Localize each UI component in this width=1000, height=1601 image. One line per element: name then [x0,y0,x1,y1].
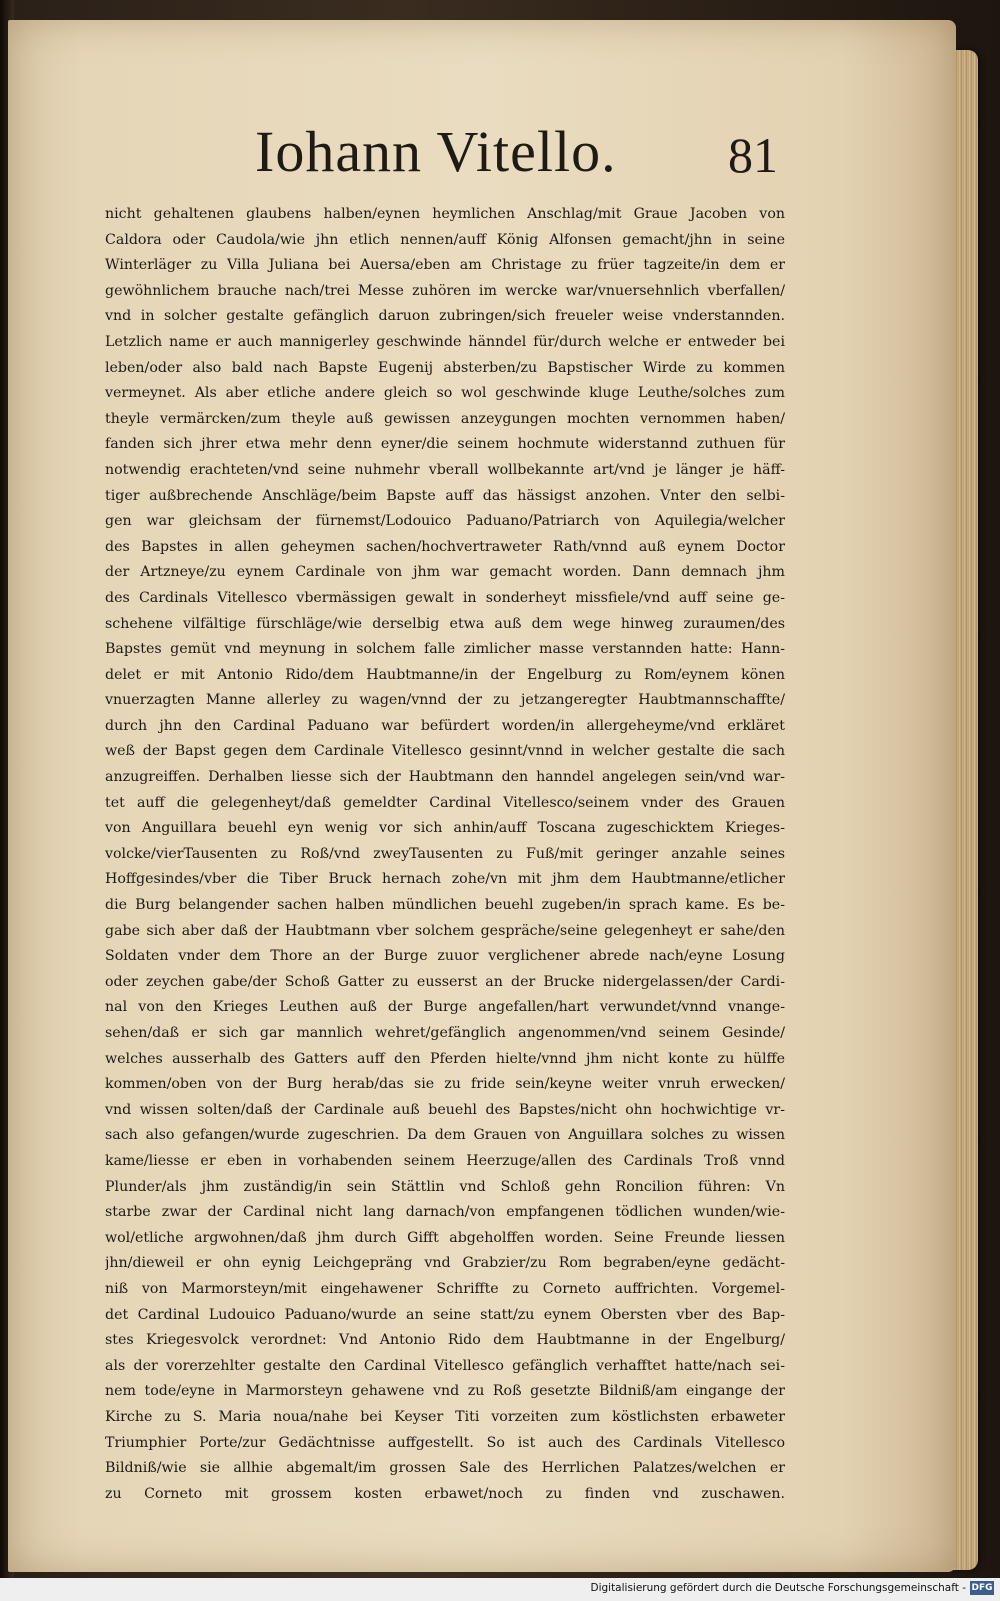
text-line: Bildniß/wie sie allhie abgemalt/im grossen Sale des Herrlichen Palatzes/welchen er [105,1460,785,1477]
text-line: Kirche zu S. Maria noua/nahe bei Keyser Titi vorzeiten zum köstlichsten erbaweter [105,1408,785,1425]
text-line: stes Kriegesvolck verordnet: Vnd Antonio Rido dem Haubtmanne in der Engelburg/ [105,1332,785,1349]
footer-credit: Digitalisierung gefördert durch die Deutsche Forschungsgemeinschaft - [590,1582,966,1594]
text-line: jhn/dieweil er ohn eynig Leichgepräng vnd Grabzier/zu Rom begraben/eyne gedächt- [105,1255,785,1272]
text-line: det Cardinal Ludouico Paduano/wurde an seine statt/zu eynem Obersten vber des Bap- [105,1306,785,1323]
text-line: nal von den Krieges Leuthen auß der Burge angefallen/hart verwundet/vnnd vnange- [105,999,785,1016]
text-line: wol/etliche argwohnen/daß jhm durch Gifft abgeholffen worden. Seine Freunde liessen [105,1229,785,1246]
running-head-title: Iohann Vitello. [255,119,617,184]
text-line: fanden sich jhrer etwa mehr denn eyner/die seinem hochmute widerstannd zuthuen für [105,436,785,453]
text-line: Plunder/als jhm zuständig/in sein Stättlin vnd Schloß gehn Roncilion führen: Vn [105,1178,785,1195]
text-line: durch jhn den Cardinal Paduano war befürdert worden/in allergeheyme/vnd erkläret [105,717,785,734]
text-line: notwendig erachteten/vnd seine nuhmehr vberall wollbekannte art/vnd je länger je häff- [105,461,785,478]
text-line: sehen/daß er sich gar mannlich wehret/gefänglich angenommen/vnd seinem Gesinde/ [105,1025,785,1041]
text-line: nicht gehaltenen glaubens halben/eynen heymlichen Anschlag/mit Graue Jacoben von [105,206,785,222]
text-line: der Artzneye/zu eynem Cardinale von jhm war gemacht worden. Dann demnach jhm [105,564,785,581]
body-text [105,202,785,1507]
text-line: gabe sich aber daß der Haubtmann vber solchem gespräche/seine gelegenheyt er sahe/den [105,922,785,939]
text-line: weß der Bapst gegen dem Cardinale Vitellesco gesinnt/vnnd in welcher gestalte die sach [105,743,785,760]
text-line: Caldora oder Caudola/wie jhn etlich nennen/auff König Alfonsen gemacht/jhn in seine [105,231,785,248]
text-line: volcke/vierTausenten zu Roß/vnd zweyTausenten zu Fuß/mit geringer anzahle seines [105,845,785,862]
text-line: als der vorerzehlter gestalte den Cardinal Vitellesco gefänglich verhafftet hatte/nach sei- [105,1357,785,1374]
text-line: Hoffgesindes/vber die Tiber Bruck hernach zohe/vn mit jhm dem Haubtmanne/etlicher [105,871,785,888]
text-line: tiger außbrechende Anschläge/beim Bapste auff das hässigst anzohen. Vnter den selbi- [105,487,785,504]
text-line: Triumphier Porte/zur Gedächtnisse auffgestellt. So ist auch des Cardinals Vitellesco [105,1434,785,1451]
text-line: vnuerzagten Manne allerley zu wagen/vnnd der zu jetzangeregter Haubtmannschaffte/ [105,692,785,709]
text-line: Soldaten vnder dem Thore an der Burge zuuor verglichener abrede nach/eyne Losung [105,948,785,965]
text-line: vermeynet. Als aber etliche andere gleich so wol geschwinde kluge Leuthe/solches zum [105,385,785,402]
text-line: niß von Marmorsteyn/mit eingehawener Schriffte zu Corneto auffrichten. Vorgemel- [105,1280,785,1297]
text-line: Winterläger zu Villa Juliana bei Auersa/eben am Christage zu früer tagzeite/in dem er [105,257,785,274]
text-line: gewöhnlichem brauche nach/trei Messe zuhören im wercke war/vnuersehnlich vberfallen/ [105,282,785,299]
text-line: delet er mit Antonio Rido/dem Haubtmanne/in der Engelburg zu Rom/eynem könen [105,666,785,683]
text-line: leben/oder also bald nach Bapste Eugenij absterben/zu Bapstischer Wirde zu kommen [105,359,785,376]
text-line: des Bapstes in allen geheymen sachen/hochvertraweter Rath/vnnd auß eynem Doctor [105,538,785,555]
dfg-logo: DFG [971,1583,993,1593]
text-line: Letzlich name er auch mannigerley geschwinde hänndel für/durch welche er entweder bei [105,333,785,350]
text-line: die Burg belangender sachen halben mündlichen beuehl zugeben/in sprach kame. Es be- [105,897,785,914]
text-line: zu Corneto mit grossem kosten erbawet/noch zu finden vnd zuschawen. [105,1485,785,1502]
text-line: des Cardinals Vitellesco vbermässigen gewalt in sonderheyt missfiele/vnd auff seine ge- [105,589,785,606]
text-line: theyle vermärcken/zum theyle auß gewissen anzeygungen mochten vernommen haben/ [105,410,785,427]
text-line: kommen/oben von der Burg herab/das sie zu fride sein/keyne weiter vnruh erwecken/ [105,1076,785,1093]
text-line: welches ausserhalb des Gatters auff den Pferden hielte/vnnd jhm nicht konte zu hülffe [105,1050,785,1067]
text-line: kame/liesse er eben in vorhabenden seinem Heerzuge/allen des Cardinals Troß vnnd [105,1152,785,1169]
text-line: schehene vilfältige fürschläge/wie derselbig etwa auß dem wege hinweg zuraumen/des [105,615,785,632]
text-line: sach also gefangen/wurde zugeschrien. Da dem Grauen von Anguillara solches zu wissen [105,1127,785,1144]
text-line: vnd wissen solten/daß der Cardinale auß beuehl des Bapstes/nicht ohn hochwichtige vr- [105,1101,785,1118]
page-number: 81 [728,127,778,183]
text-line: anzugreiffen. Derhalben liesse sich der Haubtmann den hanndel angelegen sein/vnd war- [105,769,785,786]
text-line: tet auff die gelegenheyt/daß gemeldter Cardinal Vitellesco/seinem vnder des Grauen [105,794,785,811]
text-line: vnd in solcher gestalte gefänglich daruon zubringen/sich freueler weise vnderstannden. [105,308,785,325]
text-line: oder zeychen gabe/der Schoß Gatter zu eusserst an der Brucke nidergelassen/der Cardi- [105,973,785,990]
text-line: von Anguillara beuehl eyn wenig vor sich anhin/auff Toscana zugeschicktem Krieges- [105,820,785,837]
text-line: starbe zwar der Cardinal nicht lang darnach/von empfangenen tödlichen wunden/wie- [105,1204,785,1221]
text-line: nem tode/eyne in Marmorsteyn gehawene vnd zu Roß gesetzte Bildniß/am eingange der [105,1383,785,1400]
text-line: Bapstes gemüt vnd meynung in solchem falle zimlicher masse verstannden hatte: Hann- [105,641,785,658]
text-line: gen war gleichsam der fürnemst/Lodouico Paduano/Patriarch von Aquilegia/welcher [105,513,785,530]
